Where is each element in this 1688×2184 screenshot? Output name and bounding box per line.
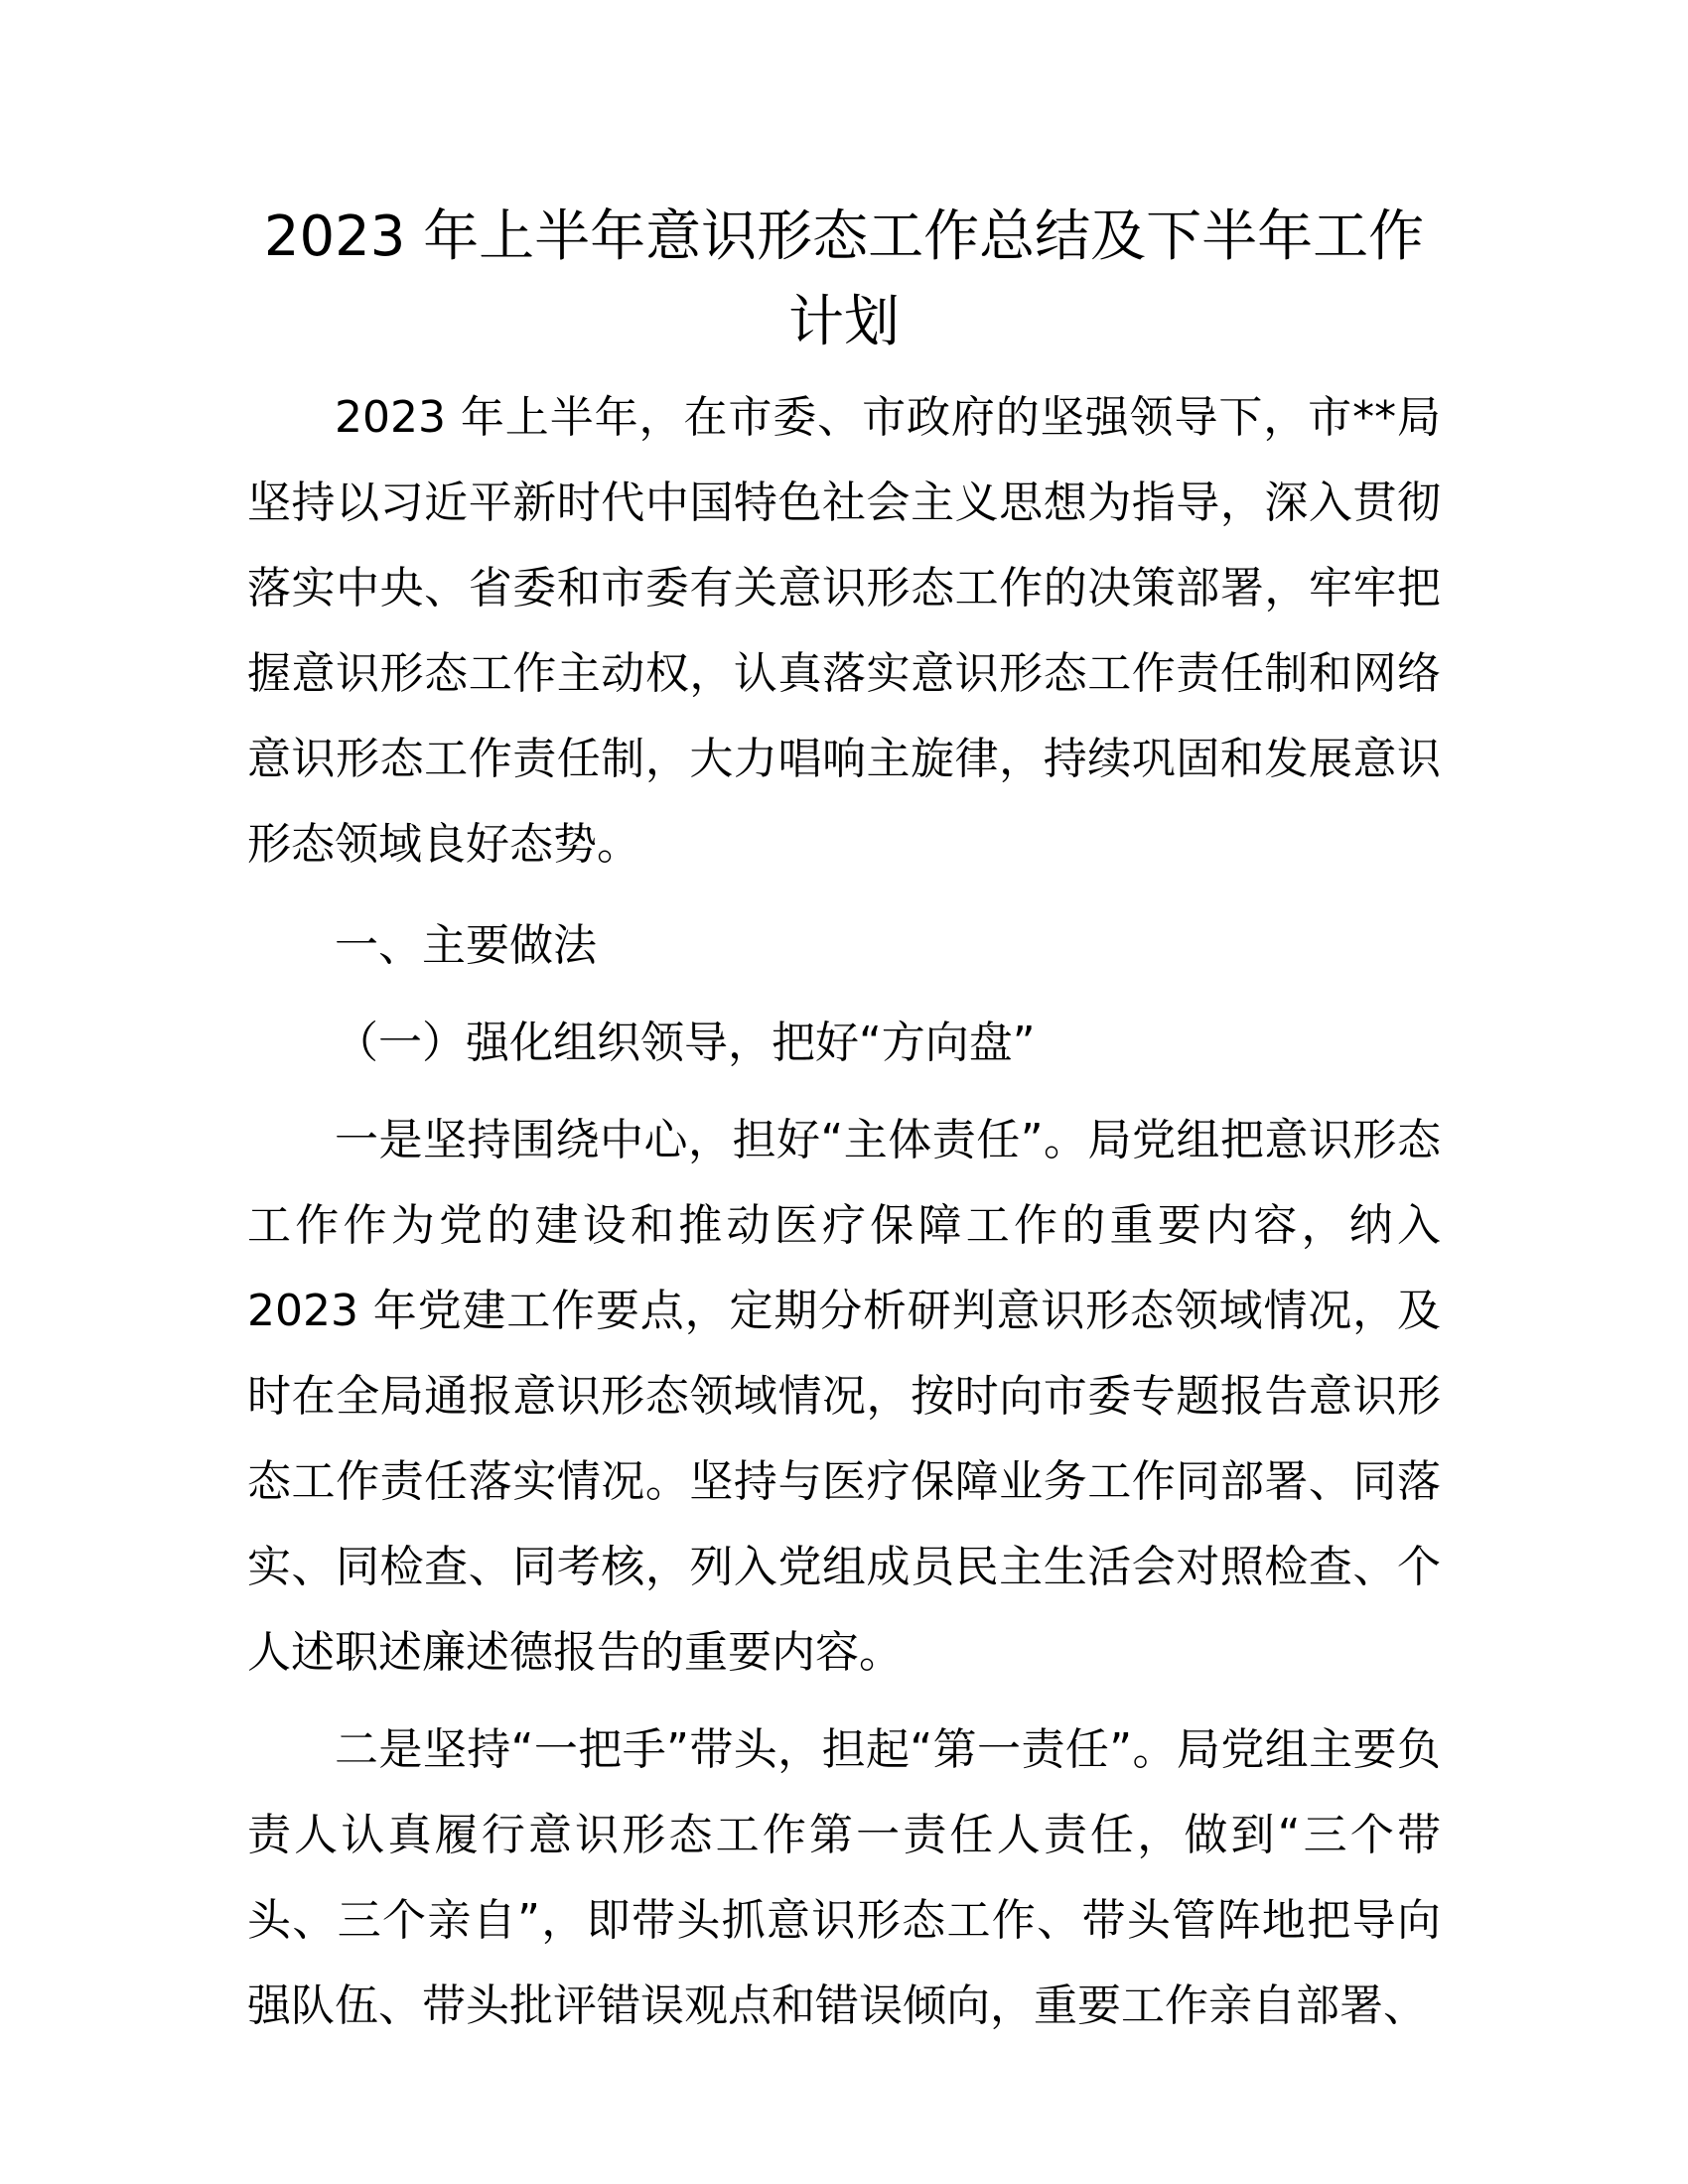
- spacer: [247, 887, 1441, 903]
- paragraph-main-responsibility: 一是坚持围绕中心，担好“主体责任”。局党组把意识形态工作作为党的建设和推动医疗保障工作的重要内容，纳入 2023 年党建工作要点，定期分析研判意识形态领域情况，及时在全局通报意识形态领域情况，按时向市委专题报告意识形态工作责任落实情况。坚持与医疗保障业务工作同部署、同落实、同检查、同考核，列入党组成员民主生活会对照检查、个人述职述廉述德报告的重要内容。: [247, 1115, 1441, 1678]
- intro-paragraph: 2023 年上半年，在市委、市政府的坚强领导下，市**局坚持以习近平新时代中国特色社会主义思想为指导，深入贯彻落实中央、省委和市委有关意识形态工作的决策部署，牢牢把握意识形态工作主动权，认真落实意识形态工作责任制和网络意识形态工作责任制，大力唱响主旋律，持续巩固和发展意识形态领域良好态势。: [247, 392, 1441, 870]
- section-heading-main-practices: 一、主要做法: [335, 920, 597, 971]
- spacer: [247, 989, 1441, 1001]
- document-body: [247, 195, 1441, 2049]
- subsection-heading-organization: （一）强化组织领导，把好“方向盘”: [335, 1018, 1036, 1068]
- document-title: [247, 195, 1441, 375]
- paragraph-first-responsibility: 二是坚持“一把手”带头，担起“第一责任”。局党组主要负责人认真履行意识形态工作第一责任人责任，做到“三个带头、三个亲自”，即带头抓意识形态工作、带头管阵地把导向强队伍、带头批评错误观点和错误倾向，重要工作亲自部署、: [247, 1724, 1441, 2031]
- spacer: [247, 1086, 1441, 1098]
- title-line-2: 计划: [788, 290, 900, 354]
- title-line-1: 2023 年上半年意识形态工作总结及下半年工作: [263, 205, 1425, 269]
